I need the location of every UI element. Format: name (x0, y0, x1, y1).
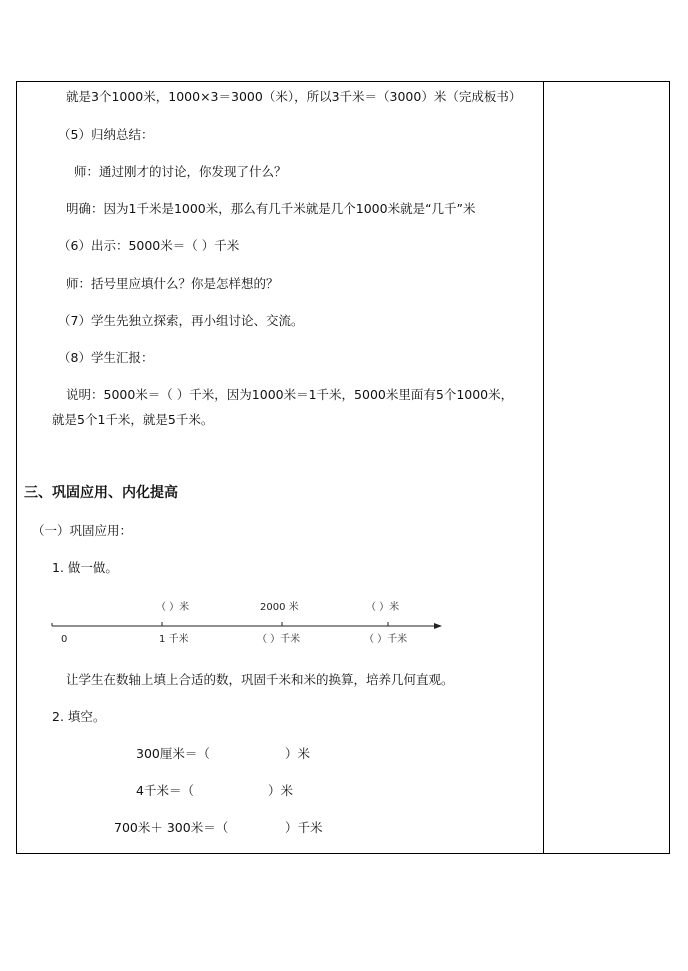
top-label-2: 2000 米 (260, 602, 299, 613)
text-line-2: （5）归纳总结： (58, 127, 154, 142)
subsection-title: （一）巩固应用： (32, 523, 133, 538)
bottom-label-4: （ ）千米 (364, 634, 408, 645)
text-line-7: （7）学生先独立探索，再小组讨论、交流。 (58, 313, 304, 328)
fill-blank-2-right: ）米 (268, 783, 294, 798)
fill-blank-1-right: ）米 (285, 746, 311, 761)
section-heading: 三、巩固应用、内化提高 (24, 485, 178, 501)
arrow-icon (434, 623, 442, 629)
exercise-2-title: 2. 填空。 (52, 709, 106, 724)
text-line-6: 师：括号里应填什么？你是怎样想的？ (66, 276, 279, 291)
text-line-1: 就是3个1000米，1000×3＝3000（米），所以3千米＝（3000）米（完成板书） (66, 89, 522, 104)
table-frame (16, 81, 670, 854)
text-line-5: （6）出示：5000米＝（ ）千米 (58, 238, 240, 253)
fill-blank-1-left: 300厘米＝（ (136, 746, 210, 761)
text-line-3: 师：通过刚才的讨论，你发现了什么？ (74, 164, 287, 179)
text-line-10: 就是5个1千米，就是5千米。 (52, 412, 214, 427)
text-line-9: 说明：5000米＝（ ）千米，因为1000米＝1千米，5000米里面有5个1000米， (66, 387, 514, 402)
text-line-4: 明确：因为1千米是1000米，那么有几千米就是几个1000米就是“几千”米 (66, 201, 476, 216)
top-label-3: （ ）米 (366, 602, 400, 613)
text-line-8: （8）学生汇报： (58, 350, 154, 365)
number-line (48, 596, 448, 652)
bottom-label-2: 1 千米 (159, 634, 189, 645)
fill-blank-3-left: 700米＋ 300米＝（ (114, 820, 229, 835)
bottom-label-1: 0 (61, 634, 68, 645)
exercise-1-title: 1. 做一做。 (52, 560, 118, 575)
exercise-note: 让学生在数轴上填上合适的数，巩固千米和米的换算，培养几何直观。 (66, 672, 454, 687)
fill-blank-2-left: 4千米＝（ (136, 783, 194, 798)
column-divider (543, 81, 544, 854)
fill-blank-3-right: ）千米 (285, 820, 323, 835)
top-label-1: （ ）米 (156, 602, 190, 613)
bottom-label-3: （ ）千米 (257, 634, 301, 645)
